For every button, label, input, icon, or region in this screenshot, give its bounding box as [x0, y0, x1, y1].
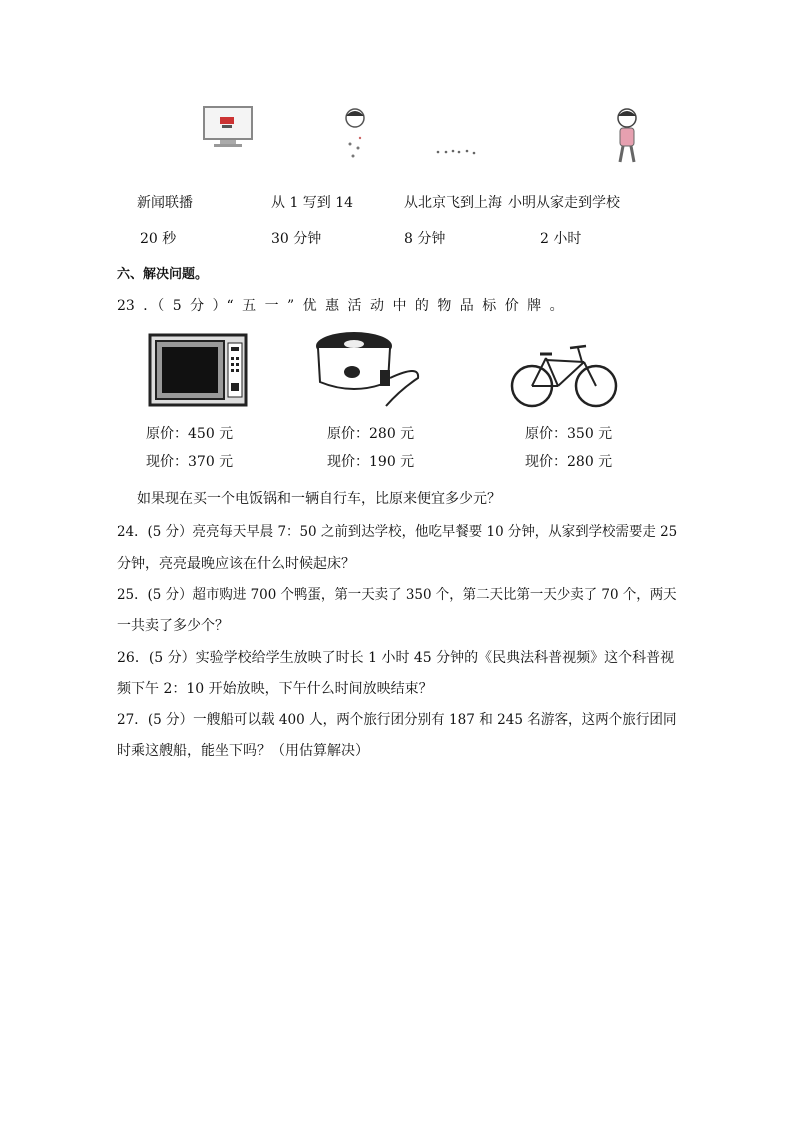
activity-flight: 从北京飞到上海: [404, 195, 502, 211]
tv-icon: [200, 104, 256, 150]
q24-line2: 分钟，亮亮最晚应该在什么时候起床？: [117, 556, 355, 572]
microwave-original-price: 原价：450 元: [146, 426, 234, 442]
q25-line2: 一共卖了多少个？: [117, 618, 229, 634]
q27-line1: 27．(5 分）一艘船可以载 400 人，两个旅行团分别有 187 和 245 名游客，这两个旅行团同: [117, 712, 677, 728]
microwave-current-price: 现价：370 元: [146, 454, 234, 470]
bicycle-icon: [508, 342, 620, 410]
q25-line1: 25．(5 分）超市购进 700 个鸭蛋，第一天卖了 350 个，第二天比第一天少卖了 70 个，两天: [117, 587, 677, 603]
q23-question: 如果现在买一个电饭锅和一辆自行车，比原来便宜多少元？: [137, 491, 501, 507]
q24-line1: 24．(5 分）亮亮每天早晨 7：50 之前到达学校，他吃早餐要 10 分钟，从家到学校需要走 25: [117, 524, 678, 540]
section-title: 六、解决问题。: [117, 267, 209, 282]
boy-walking-icon: [610, 106, 644, 168]
rice-cooker-current-price: 现价：190 元: [327, 454, 415, 470]
child-writing-icon: [340, 104, 370, 164]
rice-cooker-icon: [310, 326, 426, 410]
q26-line2: 频下午 2：10 开始放映，下午什么时间放映结束？: [117, 681, 433, 697]
bicycle-current-price: 现价：280 元: [525, 454, 613, 470]
duration-3: 8 分钟: [404, 231, 446, 247]
activity-writing: 从 1 写到 14: [271, 195, 354, 211]
activity-walking: 小明从家走到学校: [508, 195, 620, 211]
bicycle-original-price: 原价：350 元: [525, 426, 613, 442]
microwave-icon: [148, 333, 248, 407]
q23-stem: 23 ．（ 5 分 ）“ 五 一 ” 优 惠 活 动 中 的 物 品 标 价 牌 。: [117, 298, 564, 314]
duration-1: 20 秒: [140, 231, 177, 247]
airplane-icon: [434, 144, 478, 154]
activity-news: 新闻联播: [137, 195, 193, 211]
duration-2: 30 分钟: [271, 231, 322, 247]
rice-cooker-original-price: 原价：280 元: [327, 426, 415, 442]
q26-line1: 26．(5 分）实验学校给学生放映了时长 1 小时 45 分钟的《民典法科普视频》这个科普视: [117, 650, 675, 666]
q27-line2: 时乘这艘船，能坐下吗？（用估算解决）: [117, 743, 369, 759]
duration-4: 2 小时: [540, 231, 582, 247]
